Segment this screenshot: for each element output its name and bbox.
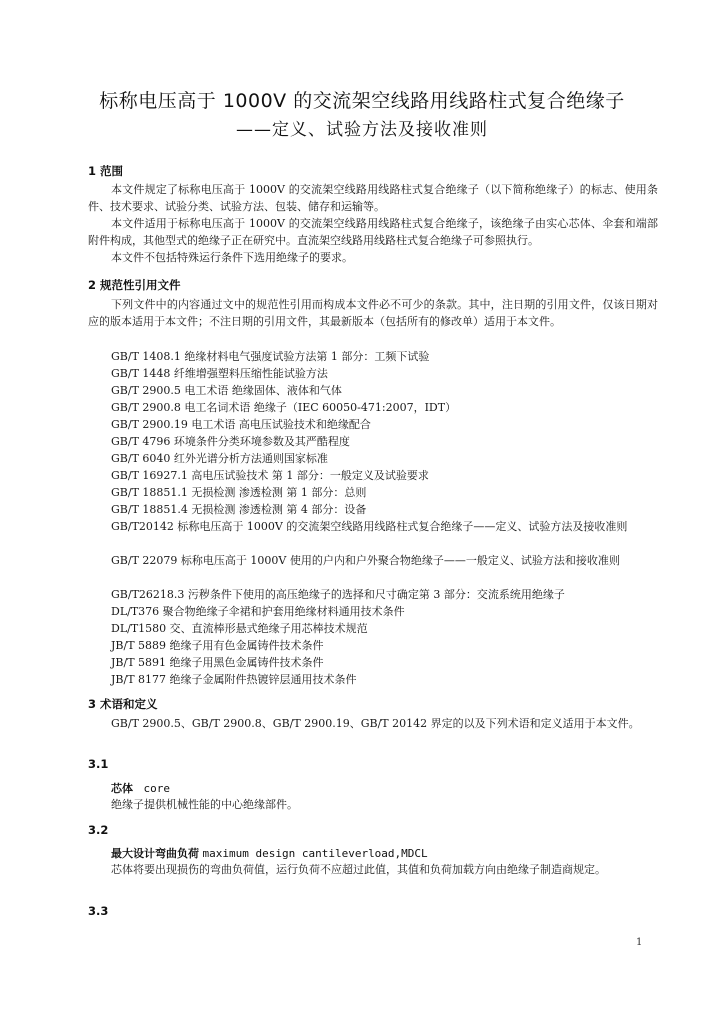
reference-item: JB/T 8177 绝缘子金属附件热镀锌层通用技术条件 (111, 673, 357, 686)
reference-item: GB/T 6040 红外光谱分析方法通则国家标准 (111, 452, 328, 465)
document-subtitle: ——定义、试验方法及接收准则 (236, 120, 488, 140)
reference-item: DL/T1580 交、直流棒形悬式绝缘子用芯棒技术规范 (111, 622, 368, 635)
section-1-paragraph: 本文件规定了标称电压高于 1000V 的交流架空线路用线路柱式复合绝缘子（以下简称绝缘子）的标志、使用条件、技术要求、试验分类、试验方法、包装、储存和运输等。 (88, 183, 658, 213)
reference-item: JB/T 5889 绝缘子用有色金属铸件技术条件 (111, 639, 324, 652)
reference-item: GB/T 4796 环境条件分类环境参数及其严酷程度 (111, 435, 350, 448)
reference-item: GB/T 18851.1 无损检测 渗透检测 第 1 部分：总则 (111, 486, 367, 499)
term-name-en: core (143, 782, 170, 795)
section-2-heading: 2 规范性引用文件 (88, 278, 181, 292)
term-number: 3.3 (88, 904, 109, 918)
reference-item: GB/T 2900.8 电工名词术语 绝缘子（IEC 60050-471:2007，IDT） (111, 401, 457, 414)
reference-item: GB/T 16927.1 高电压试验技术 第 1 部分：一般定义及试验要求 (111, 469, 429, 482)
section-1-heading: 1 范围 (88, 164, 124, 178)
section-2-intro: 下列文件中的内容通过文中的规范性引用而构成本文件必不可少的条款。其中，注日期的引用文件，仅该日期对应的版本适用于本文件；不注日期的引用文件，其最新版本（包括所有的修改单）适用于本文件。 (88, 298, 658, 328)
term-definition: 芯体将要出现损伤的弯曲负荷值，运行负荷不应超过此值，其值和负荷加载方向由绝缘子制造商规定。 (111, 863, 606, 876)
term-name-cn: 芯体 (111, 782, 133, 795)
reference-item: JB/T 5891 绝缘子用黑色金属铸件技术条件 (111, 656, 324, 669)
reference-item: GB/T26218.3 污秽条件下使用的高压绝缘子的选择和尺寸确定第 3 部分：交流系统用绝缘子 (111, 588, 565, 601)
section-3-heading: 3 术语和定义 (88, 697, 158, 711)
reference-item: GB/T 18851.4 无损检测 渗透检测 第 4 部分：设备 (111, 503, 367, 516)
term-number: 3.1 (88, 757, 109, 771)
term-name-cn: 最大设计弯曲负荷 (111, 847, 199, 860)
section-1-paragraph: 本文件不包括特殊运行条件下选用绝缘子的要求。 (111, 251, 353, 264)
term-number: 3.2 (88, 823, 109, 837)
reference-item: GB/T 1448 纤维增强塑料压缩性能试验方法 (111, 367, 328, 380)
reference-item: GB/T 2900.5 电工术语 绝缘固体、液体和气体 (111, 384, 342, 397)
section-1-paragraph: 本文件适用于标称电压高于 1000V 的交流架空线路用线路柱式复合绝缘子，该绝缘子由实心芯体、伞套和端部附件构成，其他型式的绝缘子正在研究中。直流架空线路用线路柱式复合绝缘子可参照执行。 (88, 217, 658, 247)
reference-item: GB/T20142 标称电压高于 1000V 的交流架空线路用线路柱式复合绝缘子——定义、试验方法及接收准则 (111, 520, 628, 533)
term-title (111, 780, 170, 796)
term-name-en: maximum design cantileverload,MDCL (202, 847, 428, 860)
reference-item: GB/T 22079 标称电压高于 1000V 使用的户内和户外聚合物绝缘子——一般定义、试验方法和接收准则 (111, 554, 620, 567)
page-number: 1 (636, 937, 643, 948)
term-title (111, 845, 428, 861)
document-title: 标称电压高于 1000V 的交流架空线路用线路柱式复合绝缘子 (99, 90, 625, 112)
reference-item: GB/T 1408.1 绝缘材料电气强度试验方法第 1 部分：工频下试验 (111, 350, 430, 363)
reference-item: DL/T376 聚合物绝缘子伞裙和护套用绝缘材料通用技术条件 (111, 605, 405, 618)
reference-item: GB/T 2900.19 电工术语 高电压试验技术和绝缘配合 (111, 418, 371, 431)
section-3-intro: GB/T 2900.5、GB/T 2900.8、GB/T 2900.19、GB/T 20142 界定的以及下列术语和定义适用于本文件。 (111, 717, 640, 730)
term-definition: 绝缘子提供机械性能的中心绝缘部件。 (111, 798, 298, 811)
